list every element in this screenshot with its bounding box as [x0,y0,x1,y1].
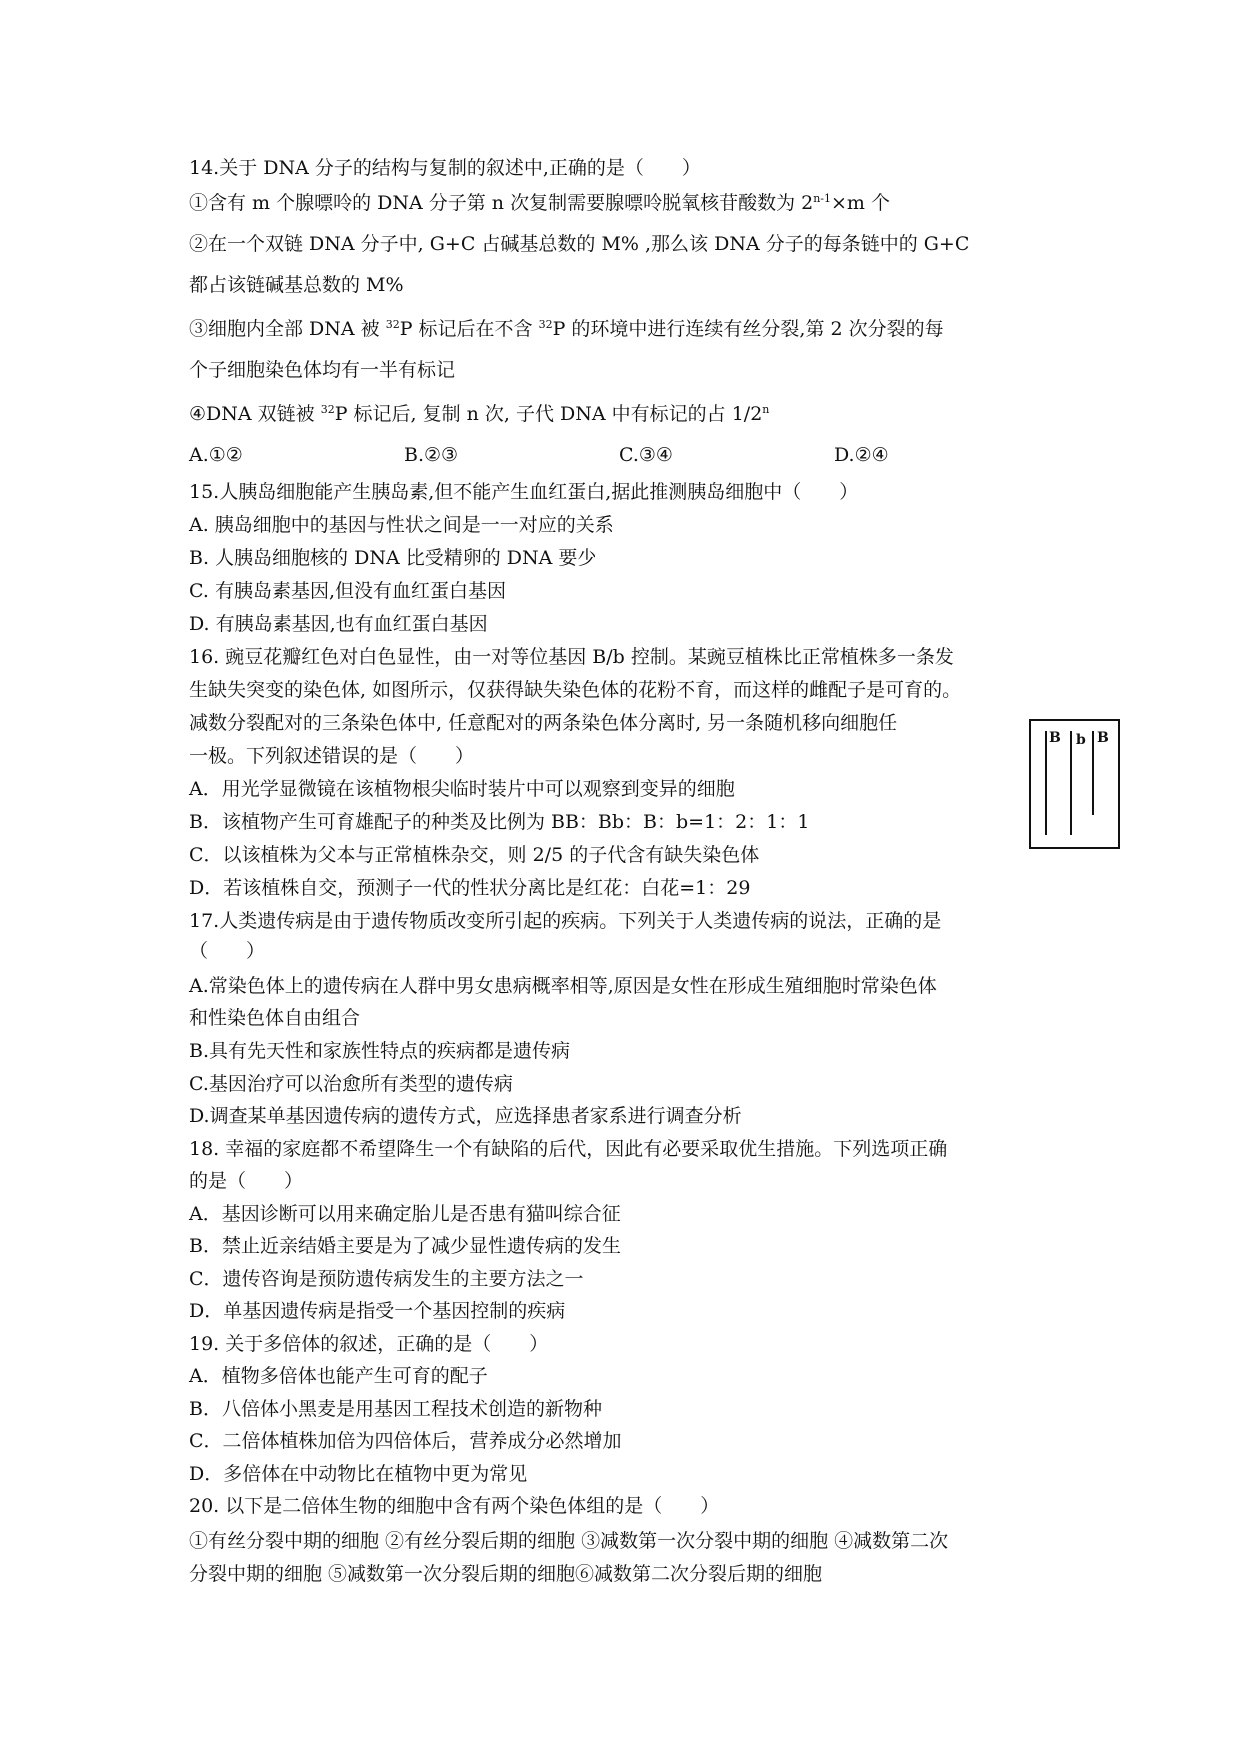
q19-option-a: A．植物多倍体也能产生可育的配子 [189,1365,488,1387]
q14-statement-4: ④DNA 双链被 $^{32}$P 标记后, 复制 n 次, 子代 DNA 中有标记的占 1/2$^n$ [189,403,770,425]
q17-option-c: C.基因治疗可以治愈所有类型的遗传病 [189,1073,513,1095]
q19-option-d: D．多倍体在中动物比在植物中更为常见 [189,1463,528,1485]
q16-option-d: D．若该植株自交，预测子一代的性状分离比是红花：白花=1：29 [189,877,751,899]
q17-option-d: D.调查某单基因遗传病的遗传方式，应选择患者家系进行调查分析 [189,1105,742,1127]
q16-stem-line2: 生缺失突变的染色体, 如图所示，仅获得缺失染色体的花粉不育，而这样的雌配子是可育的。 [189,679,962,701]
chromosome-diagram [1029,719,1120,849]
q18-option-b: B．禁止近亲结婚主要是为了减少显性遗传病的发生 [189,1235,621,1257]
q16-option-a: A．用光学显微镜在该植物根尖临时装片中可以观察到变异的细胞 [189,778,735,800]
q16-stem-line3: 减数分裂配对的三条染色体中, 任意配对的两条染色体分离时, 另一条随机移向细胞任 [189,712,898,734]
chromosome-2 [1070,731,1072,835]
q17-option-b: B.具有先天性和家族性特点的疾病都是遗传病 [189,1040,571,1062]
q16-option-c: C．以该植株为父本与正常植株杂交，则 2/5 的子代含有缺失染色体 [189,844,760,866]
q20-statements-line1: ①有丝分裂中期的细胞 ②有丝分裂后期的细胞 ③减数第一次分裂中期的细胞 ④减数第二次 [189,1530,949,1552]
q17-option-a-line2: 和性染色体自由组合 [189,1007,361,1029]
q14-option-a: A.①② [189,444,243,466]
q18-option-d: D．单基因遗传病是指受一个基因控制的疾病 [189,1300,566,1322]
q16-stem-line4: 一极。下列叙述错误的是（ ） [189,745,475,767]
q14-statement-2-line2: 都占该链碱基总数的 M% [189,274,404,296]
q19-option-b: B．八倍体小黑麦是用基因工程技术创造的新物种 [189,1398,602,1420]
q18-option-a: A．基因诊断可以用来确定胎儿是否患有猫叫综合征 [189,1203,621,1225]
q14-option-c: C.③④ [619,444,673,466]
q18-stem-line2: 的是（ ） [189,1170,304,1192]
q17-stem-line1: 17.人类遗传病是由于遗传物质改变所引起的疾病。下列关于人类遗传病的说法，正确的是 [189,910,942,932]
q15-option-c: C. 有胰岛素基因,但没有血红蛋白基因 [189,580,506,602]
q18-stem-line1: 18. 幸福的家庭都不希望降生一个有缺陷的后代，因此有必要采取优生措施。下列选项正确 [189,1138,948,1160]
chromosome-2-label: b [1076,732,1086,748]
q15-stem: 15.人胰岛细胞能产生胰岛素,但不能产生血红蛋白,据此推测胰岛细胞中（ ） [189,481,859,503]
q14-option-b: B.②③ [404,444,459,466]
q14-statement-2-line1: ②在一个双链 DNA 分子中, G+C 占碱基总数的 M% ,那么该 DNA 分子的每条链中的 G+C [189,233,970,255]
q15-option-b: B. 人胰岛细胞核的 DNA 比受精卵的 DNA 要少 [189,547,597,569]
q14-stem: 14.关于 DNA 分子的结构与复制的叙述中,正确的是（ ） [189,157,701,179]
q18-option-c: C．遗传咨询是预防遗传病发生的主要方法之一 [189,1268,584,1290]
q16-option-b: B．该植物产生可育雄配子的种类及比例为 BB：Bb：B：b=1：2：1：1 [189,811,810,833]
q20-stem: 20. 以下是二倍体生物的细胞中含有两个染色体组的是（ ） [189,1495,720,1517]
q14-statement-3-line1: ③细胞内全部 DNA 被 $^{32}$P 标记后在不含 $^{32}$P 的环境中进行连续有丝分裂,第 2 次分裂的每 [189,318,944,340]
q16-stem-line1: 16. 豌豆花瓣红色对白色显性，由一对等位基因 B/b 控制。某豌豆植株比正常植株多一条发 [189,646,954,668]
q19-stem: 19. 关于多倍体的叙述，正确的是（ ） [189,1333,549,1355]
chromosome-1-label: B [1049,730,1061,746]
chromosome-3-label: B [1097,730,1109,746]
chromosome-1 [1045,731,1047,835]
q14-statement-3-line2: 个子细胞染色体均有一半有标记 [189,359,456,381]
q14-statement-1: ①含有 m 个腺嘌呤的 DNA 分子第 n 次复制需要腺嘌呤脱氧核苷酸数为 $2^{n-1}\times m$ 个 [189,192,890,214]
q14-option-d: D.②④ [834,444,889,466]
q17-option-a-line1: A.常染色体上的遗传病在人群中男女患病概率相等,原因是女性在形成生殖细胞时常染色体 [189,975,937,997]
q20-statements-line2: 分裂中期的细胞 ⑤减数第一次分裂后期的细胞⑥减数第二次分裂后期的细胞 [189,1563,823,1585]
chromosome-3-deleted [1092,731,1094,815]
q15-option-d: D. 有胰岛素基因,也有血红蛋白基因 [189,613,488,635]
q17-stem-line2: （ ） [189,940,266,962]
q15-option-a: A. 胰岛细胞中的基因与性状之间是一一对应的关系 [189,514,614,536]
q19-option-c: C．二倍体植株加倍为四倍体后，营养成分必然增加 [189,1430,622,1452]
